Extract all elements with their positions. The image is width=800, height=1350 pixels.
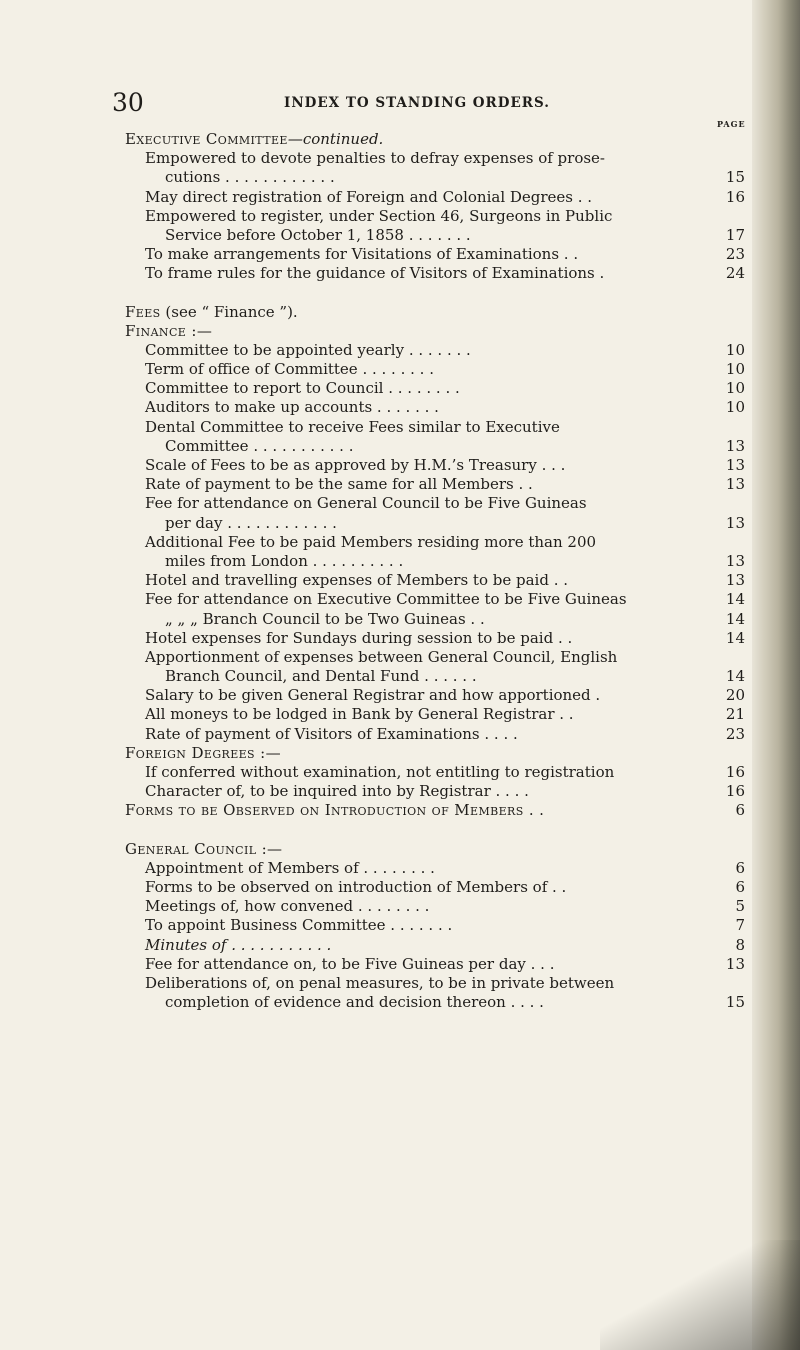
index-entry	[125, 916, 745, 935]
index-entry	[125, 418, 745, 437]
entry-text: To appoint Business Committee . . . . . . .	[145, 916, 453, 935]
entry-text: Rate of payment of Visitors of Examinations . . . .	[145, 724, 518, 743]
entry-text: Term of office of Committee . . . . . . . .	[145, 360, 434, 379]
running-title: INDEX TO STANDING ORDERS.	[284, 95, 550, 111]
entry-text: Service before October 1, 1858 . . . . . . .	[165, 225, 471, 244]
index-entry	[125, 494, 745, 513]
index-entry	[125, 629, 745, 648]
entry-text: Committee to report to Council . . . . . . . .	[145, 379, 460, 398]
entry-text: Apportionment of expenses between General Council, English	[145, 647, 618, 666]
page-corner-shadow	[600, 1240, 800, 1350]
entry-text: Minutes of . . . . . . . . . . .	[145, 935, 332, 954]
index-entry	[125, 226, 745, 245]
page-ref: 16	[725, 763, 745, 781]
section-heading	[125, 303, 745, 322]
entry-text: cutions . . . . . . . . . . . .	[165, 168, 335, 187]
entry-text: Fee for attendance on General Council to be Five Guineas	[145, 494, 587, 513]
index-entry	[125, 974, 745, 993]
page-ref: 13	[725, 954, 745, 973]
page-ref: 7	[735, 916, 745, 935]
page-column-label: PAGE	[717, 119, 746, 129]
index-entry	[125, 552, 745, 571]
index-entry	[125, 360, 745, 379]
page-ref: 10	[725, 398, 745, 417]
index-entry	[125, 725, 745, 744]
section-heading	[125, 744, 745, 763]
index-entry	[125, 341, 745, 360]
entry-text: May direct registration of Foreign and Colonial Degrees . .	[145, 187, 593, 206]
page-ref: 13	[725, 513, 745, 532]
page-ref: 16	[725, 187, 745, 206]
page-ref: 6	[735, 801, 745, 820]
entry-text: Salary to be given General Registrar and how apportioned .	[145, 686, 601, 705]
entry-text: Empowered to devote penalties to defray expenses of prose-	[145, 149, 605, 168]
page-ref: 17	[725, 225, 745, 244]
page-ref: 5	[735, 897, 745, 916]
finance-heading: Finance :—	[125, 321, 213, 340]
index-entry	[125, 705, 745, 724]
spacer	[125, 284, 745, 303]
page-ref: 10	[725, 340, 745, 359]
entry-text: Hotel expenses for Sundays during session to be paid . .	[145, 628, 573, 647]
index-entry	[125, 993, 745, 1012]
page-ref: 10	[725, 360, 745, 379]
index-entry	[125, 763, 745, 782]
entry-text: Fee for attendance on, to be Five Guineas per day . . .	[145, 954, 555, 973]
page-ref: 21	[725, 705, 745, 724]
page-number: 30	[112, 88, 144, 117]
index-entry	[125, 379, 745, 398]
fees-see-reference: (see “ Finance ”).	[165, 302, 298, 321]
entry-text: All moneys to be lodged in Bank by General Registrar . .	[145, 705, 574, 724]
index-entry	[125, 245, 745, 264]
page-ref: 13	[725, 571, 745, 590]
page-ref: 13	[725, 456, 745, 474]
page-ref: 14	[725, 628, 745, 647]
entry-text: Meetings of, how convened . . . . . . . .	[145, 897, 430, 916]
page-ref: 14	[725, 667, 745, 686]
entry-text: To make arrangements for Visitations of Examinations . .	[145, 245, 579, 264]
index-entry	[125, 782, 745, 801]
page-ref: 6	[735, 858, 745, 877]
entry-text: Hotel and travelling expenses of Members to be paid . .	[145, 571, 569, 590]
index-entry	[125, 610, 745, 629]
forms-heading: Forms to be Observed on Introduction of Members . .	[125, 801, 545, 820]
index-entry	[125, 686, 745, 705]
entry-text: per day . . . . . . . . . . . .	[165, 513, 337, 532]
index-entry	[125, 456, 745, 475]
page-ref: 14	[725, 590, 745, 609]
entry-text: Empowered to register, under Section 46, Surgeons in Public	[145, 206, 613, 225]
general-council-heading: General Council :—	[125, 839, 283, 858]
page-ref: 13	[725, 436, 745, 455]
page-ref: 13	[725, 475, 745, 494]
page-ref: 23	[725, 724, 745, 743]
fees-heading: Fees	[125, 302, 161, 321]
index-entry	[125, 168, 745, 187]
entry-text: „ „ „ Branch Council to be Two Guineas . .	[165, 609, 485, 628]
index-entry	[125, 533, 745, 552]
entry-text: Scale of Fees to be as approved by H.M.’s Treasury . . .	[145, 456, 566, 474]
index-entry	[125, 475, 745, 494]
index-entry	[125, 571, 745, 590]
entry-text: Deliberations of, on penal measures, to be in private between	[145, 973, 615, 992]
page-ref: 16	[725, 782, 745, 801]
entry-text: Fee for attendance on Executive Committee to be Five Guineas	[145, 590, 627, 609]
page-ref: 13	[725, 551, 745, 570]
entry-text: Appointment of Members of . . . . . . . .	[145, 858, 435, 877]
entry-text: Rate of payment to be the same for all Members . .	[145, 475, 533, 494]
index-entry	[125, 149, 745, 168]
index-entry	[125, 648, 745, 667]
page-ref: 20	[725, 686, 745, 705]
entry-text: Dental Committee to receive Fees similar to Executive	[145, 417, 560, 436]
entry-text: Committee to be appointed yearly . . . . . . .	[145, 340, 471, 359]
entry-text: miles from London . . . . . . . . . .	[165, 551, 404, 570]
index-entry	[125, 264, 745, 283]
page-ref: 8	[735, 935, 745, 954]
index-entry	[125, 955, 745, 974]
spacer	[125, 821, 745, 840]
index-entry	[125, 398, 745, 417]
entry-text: If conferred without examination, not entitling to registration	[145, 763, 615, 781]
entry-text: Forms to be observed on introduction of Members of . .	[145, 877, 567, 896]
index-entry	[125, 437, 745, 456]
index-entry	[125, 590, 745, 609]
index-entry	[125, 897, 745, 916]
page-edge	[752, 0, 800, 1350]
index-entry	[125, 667, 745, 686]
executive-heading-suffix: —continued.	[287, 130, 384, 148]
foreign-degrees-heading: Foreign Degrees :—	[125, 743, 282, 762]
index-entry	[125, 878, 745, 897]
section-heading	[125, 840, 745, 859]
entry-text: completion of evidence and decision thereon . . . .	[165, 993, 544, 1012]
entry-text: Additional Fee to be paid Members residing more than 200	[145, 532, 597, 551]
entry-text: Character of, to be inquired into by Registrar . . . .	[145, 782, 529, 801]
index-entry	[125, 936, 745, 955]
entry-text: To frame rules for the guidance of Visitors of Examinations .	[145, 264, 605, 283]
entry-text: Auditors to make up accounts . . . . . . .	[145, 398, 439, 417]
page-ref: 6	[735, 877, 745, 896]
page-ref: 24	[725, 264, 745, 283]
page-ref: 15	[725, 993, 745, 1012]
index-entry	[125, 514, 745, 533]
page-ref: 15	[725, 168, 745, 187]
section-heading	[125, 130, 745, 149]
page-ref: 14	[725, 609, 745, 628]
entry-text: Committee . . . . . . . . . . .	[165, 436, 354, 455]
section-heading	[125, 801, 745, 820]
page-header	[112, 88, 752, 118]
page-ref: 23	[725, 245, 745, 264]
entry-text: Branch Council, and Dental Fund . . . . . .	[165, 667, 477, 686]
section-heading	[125, 322, 745, 341]
page-ref: 10	[725, 379, 745, 398]
index-content	[125, 130, 745, 1012]
executive-heading: Executive Committee	[125, 130, 288, 148]
index-entry	[125, 207, 745, 226]
index-entry	[125, 859, 745, 878]
index-entry	[125, 188, 745, 207]
